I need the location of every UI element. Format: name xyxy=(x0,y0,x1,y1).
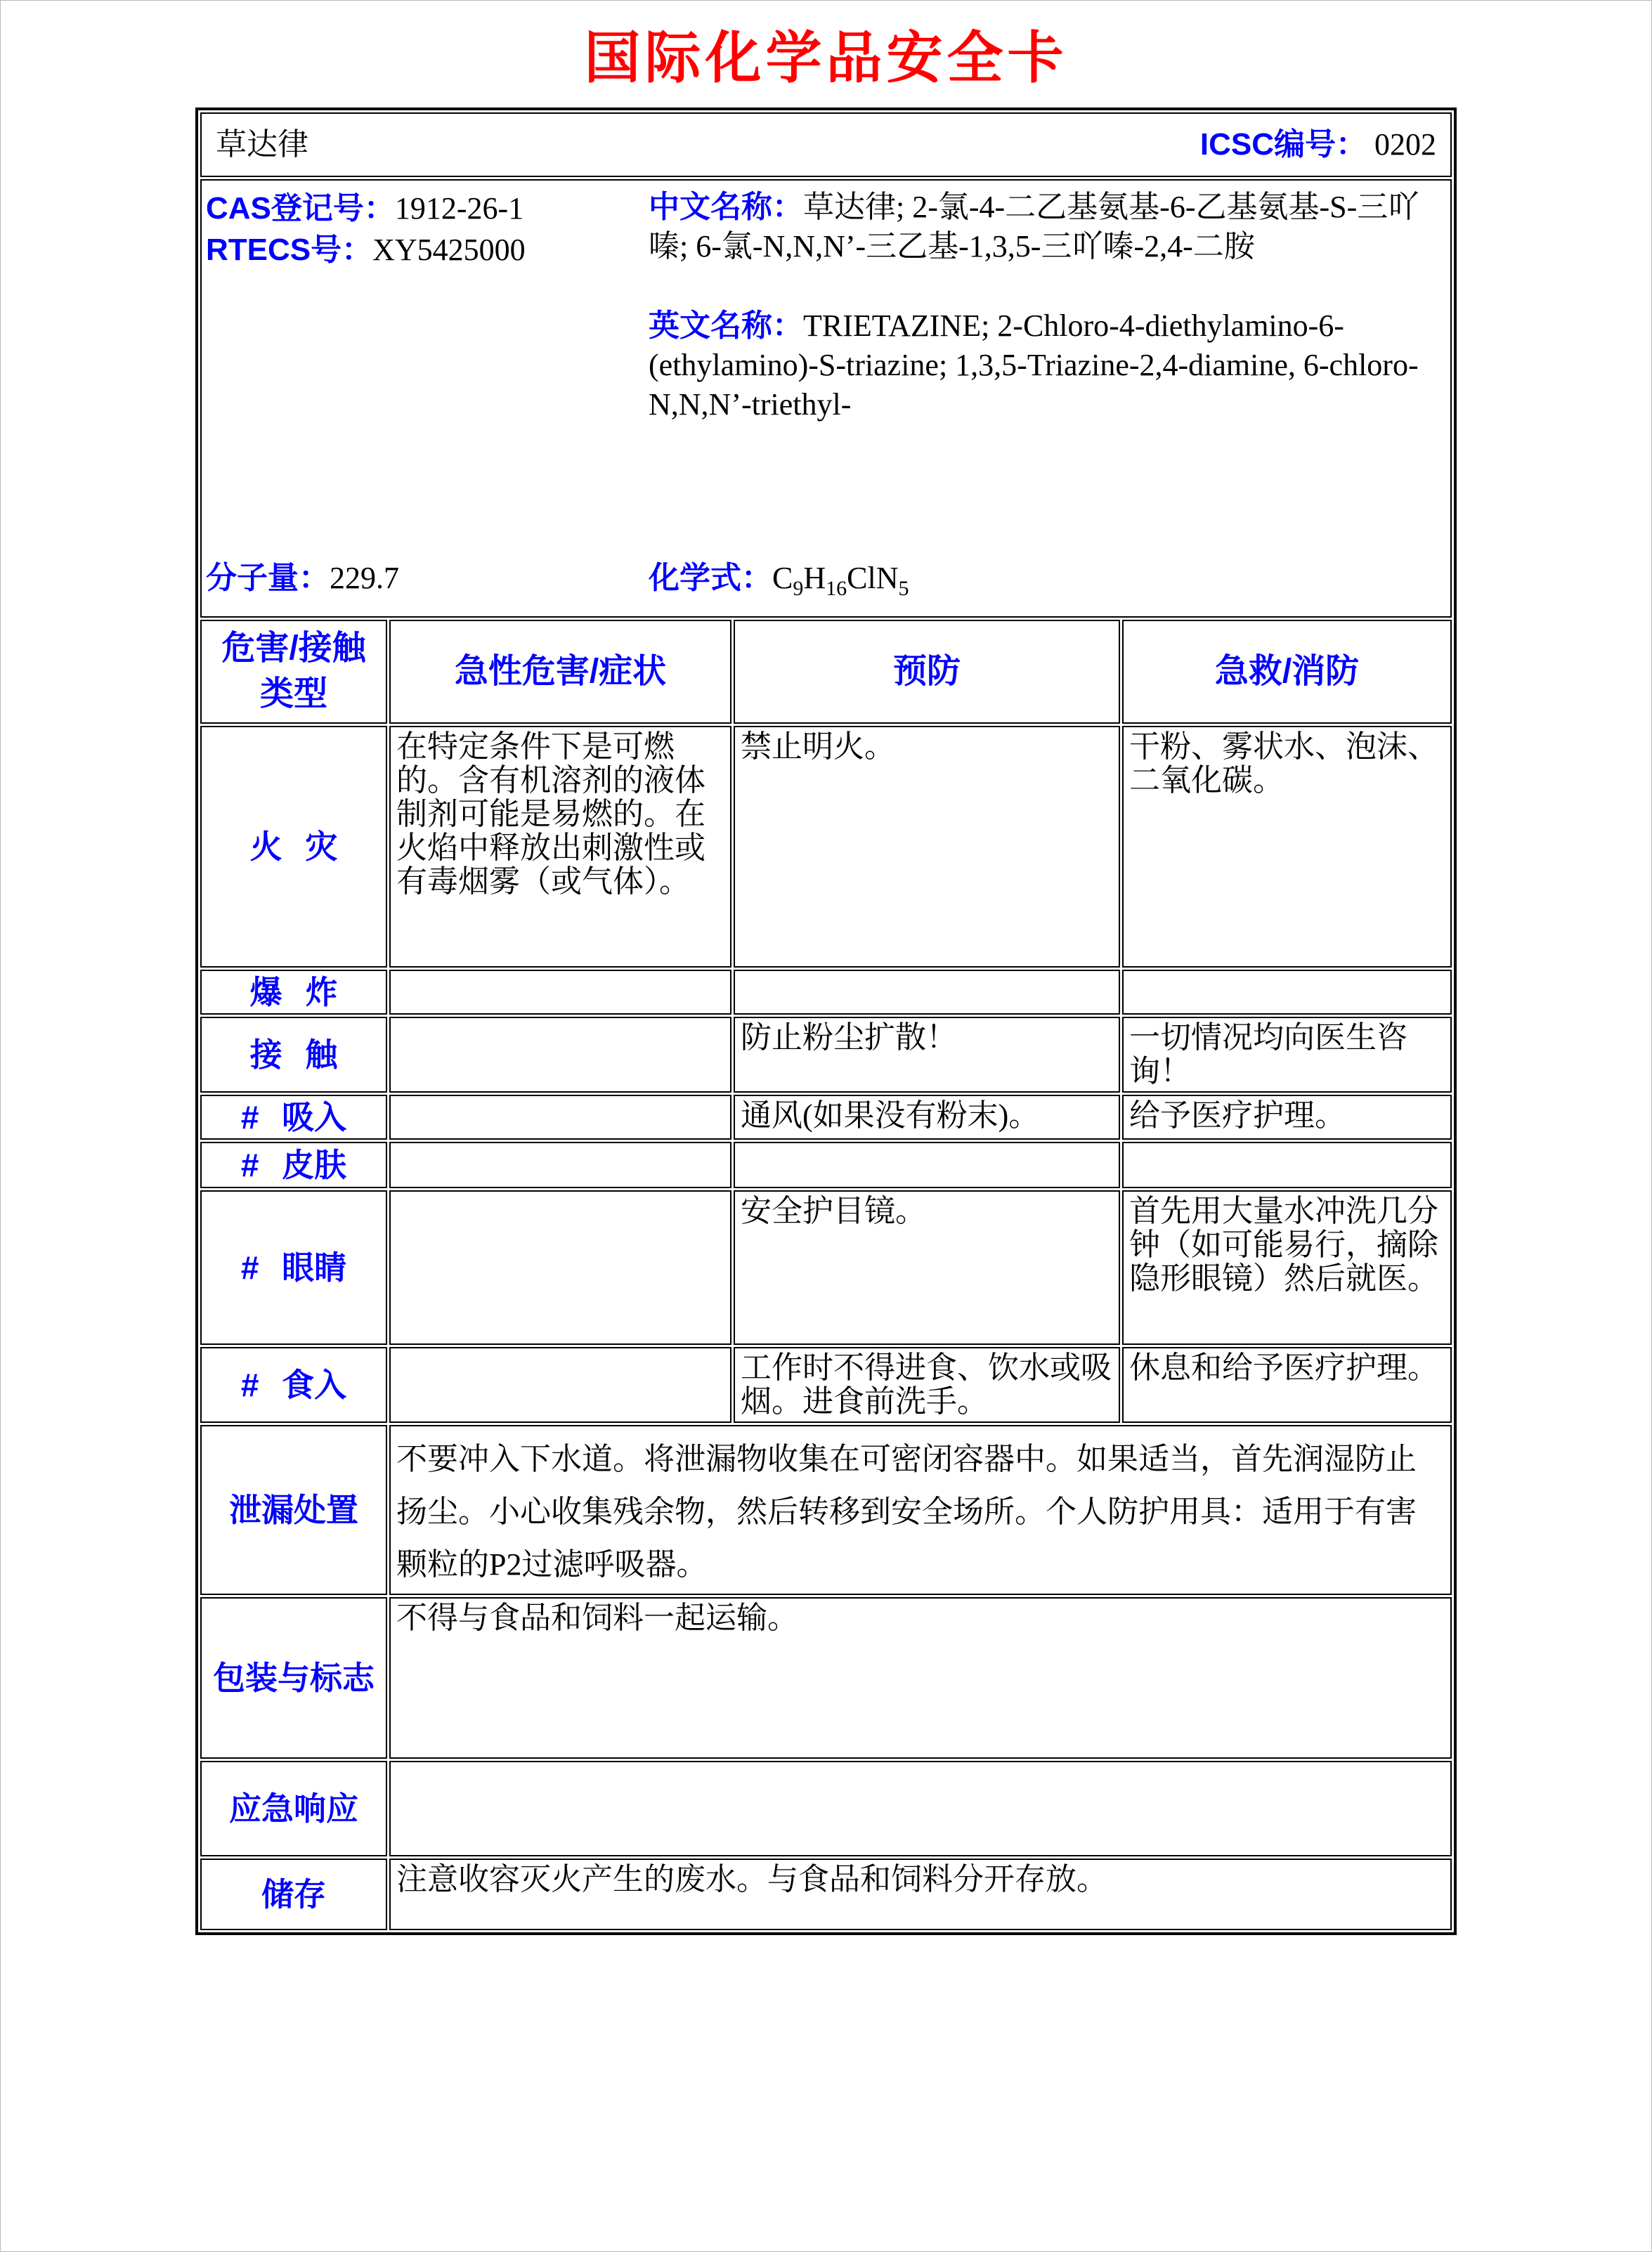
ingestion-response: 休息和给予医疗护理。 xyxy=(1122,1347,1452,1423)
skin-prevention xyxy=(734,1142,1120,1188)
cas-value: 1912-26-1 xyxy=(394,191,524,226)
hazard-row-ingestion xyxy=(200,1347,1452,1423)
molecular-weight-label: 分子量： xyxy=(206,561,330,596)
explosion-response xyxy=(1122,970,1452,1015)
chinese-name-label: 中文名称： xyxy=(649,190,803,224)
eyes-prevention: 安全护目镜。 xyxy=(734,1190,1120,1345)
eyes-response: 首先用大量水冲洗几分钟（如可能易行，摘除隐形眼镜）然后就医。 xyxy=(1122,1190,1452,1345)
molecular-weight-line xyxy=(206,561,649,606)
hazard-row-inhalation xyxy=(200,1095,1452,1140)
explosion-prevention xyxy=(734,970,1120,1015)
ingestion-symptoms xyxy=(389,1347,731,1423)
hazard-header-symptoms: 急性危害/症状 xyxy=(389,620,731,724)
chinese-name-value: 草达律; 2-氯-4-二乙基氨基-6-乙基氨基-S-三吖嗪; 6-氯-N,N,N’-三乙基-1,3,5-三吖嗪-2,4-二胺 xyxy=(649,190,1419,264)
explosion-symptoms xyxy=(389,970,731,1015)
hazard-header-row xyxy=(200,620,1452,724)
fire-prevention: 禁止明火。 xyxy=(734,726,1120,968)
icsc-number-label: ICSC编号： xyxy=(1199,127,1367,162)
chemical-names xyxy=(649,188,1446,561)
hazard-type-skin: # 皮肤 xyxy=(200,1142,387,1188)
fire-symptoms: 在特定条件下是可燃的。含有机溶剂的液体制剂可能是易燃的。在火焰中释放出刺激性或有毒烟雾（或气体）。 xyxy=(389,726,731,968)
rtecs-number-line xyxy=(206,229,649,271)
fire-response: 干粉、雾状水、泡沫、二氧化碳。 xyxy=(1122,726,1452,968)
hazard-header-prevention: 预防 xyxy=(734,620,1120,724)
chemical-formula-value: $C_9H_{16}ClN_5$ xyxy=(772,561,909,600)
skin-symptoms xyxy=(389,1142,731,1188)
section-label-packaging: 包装与标志 xyxy=(200,1597,387,1759)
molecular-weight-value: 229.7 xyxy=(330,561,399,596)
inhalation-prevention: 通风(如果没有粉末)。 xyxy=(734,1095,1120,1140)
exposure-response: 一切情况均向医生咨询！ xyxy=(1122,1017,1452,1093)
card-header-row xyxy=(200,112,1452,177)
section-label-spillage: 泄漏处置 xyxy=(200,1425,387,1595)
section-row-spillage xyxy=(200,1425,1452,1595)
section-row-storage xyxy=(200,1859,1452,1930)
page-title: 国际化学品安全卡 xyxy=(584,27,1068,89)
section-row-emergency xyxy=(200,1761,1452,1856)
section-row-packaging xyxy=(200,1597,1452,1759)
chemical-formula-label: 化学式： xyxy=(649,561,772,596)
spillage-content: 不要冲入下水道。将泄漏物收集在可密闭容器中。如果适当，首先润湿防止扬尘。小心收集残余物，然后转移到安全场所。个人防护用具：适用于有害颗粒的P2过滤呼吸器。 xyxy=(389,1425,1452,1595)
identity-cell xyxy=(200,179,1452,618)
english-name-value: TRIETAZINE; 2-Chloro-4-diethylamino-6-(ethylamino)-S-triazine; 1,3,5-Triazine-2,4-diamine, 6-chloro-N,N,N’-triethyl- xyxy=(649,308,1419,422)
identity-row xyxy=(200,179,1452,618)
storage-content: 注意收容灭火产生的废水。与食品和饲料分开存放。 xyxy=(389,1859,1452,1930)
section-label-storage: 储存 xyxy=(200,1859,387,1930)
packaging-content: 不得与食品和饲料一起运输。 xyxy=(389,1597,1452,1759)
exposure-prevention: 防止粉尘扩散！ xyxy=(734,1017,1120,1093)
hazard-type-exposure: 接 触 xyxy=(200,1017,387,1093)
exposure-symptoms xyxy=(389,1017,731,1093)
emergency-content xyxy=(389,1761,1452,1856)
english-name-label: 英文名称： xyxy=(649,308,803,343)
icsc-number-value: 0202 xyxy=(1374,127,1436,162)
inhalation-symptoms xyxy=(389,1095,731,1140)
hazard-type-ingestion: # 食入 xyxy=(200,1347,387,1423)
chemical-formula-line xyxy=(649,561,1446,606)
icsc-card-table xyxy=(195,108,1457,1935)
inhalation-response: 给予医疗护理。 xyxy=(1122,1095,1452,1140)
hazard-header-response: 急救/消防 xyxy=(1122,620,1452,724)
hazard-row-fire xyxy=(200,726,1452,968)
hazard-type-eyes: # 眼睛 xyxy=(200,1190,387,1345)
hazard-row-skin xyxy=(200,1142,1452,1188)
hazard-header-type: 危害/接触类型 xyxy=(200,620,387,724)
icsc-number-group xyxy=(1200,128,1436,162)
card-header-cell xyxy=(200,112,1452,177)
eyes-symptoms xyxy=(389,1190,731,1345)
registry-numbers xyxy=(206,188,649,561)
section-label-emergency: 应急响应 xyxy=(200,1761,387,1856)
hazard-type-explosion: 爆 炸 xyxy=(200,970,387,1015)
english-name-block xyxy=(649,306,1443,425)
hazard-row-eyes xyxy=(200,1190,1452,1345)
hazard-type-inhalation: # 吸入 xyxy=(200,1095,387,1140)
cas-number-line xyxy=(206,188,649,229)
hazard-row-explosion xyxy=(200,970,1452,1015)
rtecs-value: XY5425000 xyxy=(372,233,526,268)
hazard-row-exposure xyxy=(200,1017,1452,1093)
cas-label: CAS登记号： xyxy=(206,191,395,226)
ingestion-prevention: 工作时不得进食、饮水或吸烟。进食前洗手。 xyxy=(734,1347,1120,1423)
chinese-name-block xyxy=(649,188,1443,267)
hazard-type-fire: 火 灾 xyxy=(200,726,387,968)
chemical-name: 草达律 xyxy=(216,127,308,162)
rtecs-label: RTECS号： xyxy=(206,233,373,268)
skin-response xyxy=(1122,1142,1452,1188)
